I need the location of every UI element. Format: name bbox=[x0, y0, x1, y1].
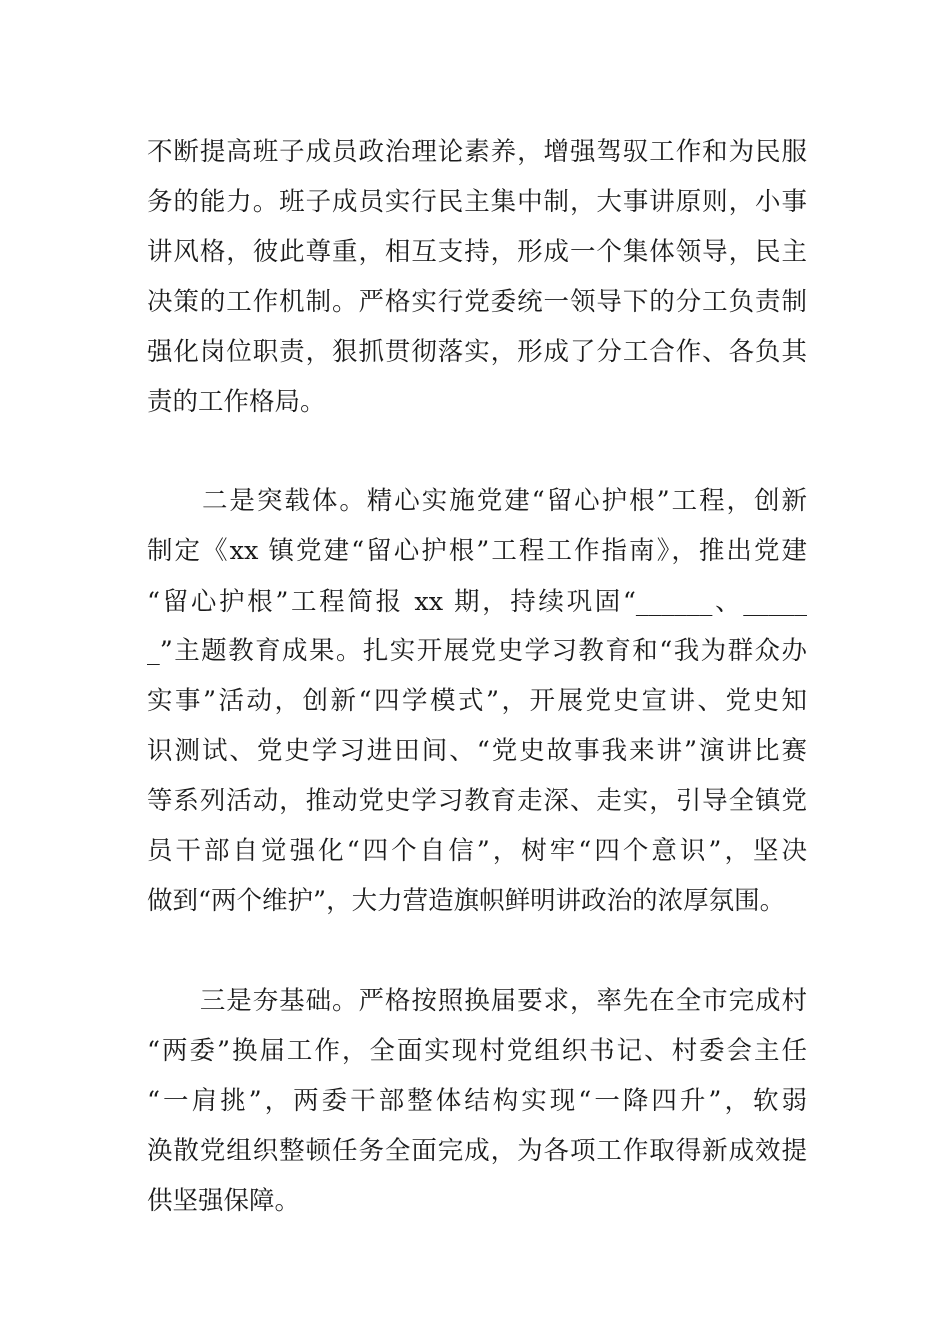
paragraph-2-line-6: 识测试、党史学习进田间、“党史故事我来讲”演讲比赛 bbox=[147, 736, 807, 766]
paragraph-2-line-2: 制定《xx 镇党建“留心护根”工程工作指南》，推出党建 bbox=[147, 536, 807, 566]
paragraph-1-line-5: 强化岗位职责，狠抓贯彻落实，形成了分工合作、各负其 bbox=[147, 337, 807, 367]
paragraph-2-line-9: 做到“两个维护”，大力营造旗帜鲜明讲政治的浓厚氛围。 bbox=[147, 886, 786, 916]
paragraph-2-line-8: 员干部自觉强化“四个自信”，树牢“四个意识”，坚决 bbox=[147, 836, 807, 866]
paragraph-2-line-4: _”主题教育成果。扎实开展党史学习教育和“我为群众办 bbox=[147, 636, 807, 666]
paragraph-1-line-4: 决策的工作机制。严格实行党委统一领导下的分工负责制 bbox=[147, 287, 807, 317]
paragraph-2-line-3: “留心护根”工程简报 xx 期，持续巩固“______、_____ bbox=[147, 587, 807, 617]
paragraph-2-line-1: 二是突载体。精心实施党建“留心护根”工程，创新 bbox=[147, 486, 807, 516]
paragraph-1-line-6: 责的工作格局。 bbox=[147, 387, 326, 417]
paragraph-2-line-7: 等系列活动，推动党史学习教育走深、走实，引导全镇党 bbox=[147, 786, 807, 816]
paragraph-3-line-4: 涣散党组织整顿任务全面完成，为各项工作取得新成效提 bbox=[147, 1136, 807, 1166]
paragraph-1-line-2: 务的能力。班子成员实行民主集中制，大事讲原则，小事 bbox=[147, 187, 807, 217]
paragraph-3-line-3: “一肩挑”，两委干部整体结构实现“一降四升”，软弱 bbox=[147, 1086, 807, 1116]
paragraph-2-line-5: 实事”活动，创新“四学模式”，开展党史宣讲、党史知 bbox=[147, 686, 807, 716]
paragraph-1-line-3: 讲风格，彼此尊重，相互支持，形成一个集体领导，民主 bbox=[147, 237, 807, 267]
paragraph-3-line-2: “两委”换届工作，全面实现村党组织书记、村委会主任 bbox=[147, 1036, 807, 1066]
paragraph-3-line-5: 供坚强保障。 bbox=[147, 1186, 301, 1216]
paragraph-3-line-1: 三是夯基础。严格按照换届要求，率先在全市完成村 bbox=[147, 986, 807, 1016]
paragraph-1-line-1: 不断提高班子成员政治理论素养，增强驾驭工作和为民服 bbox=[147, 137, 807, 167]
